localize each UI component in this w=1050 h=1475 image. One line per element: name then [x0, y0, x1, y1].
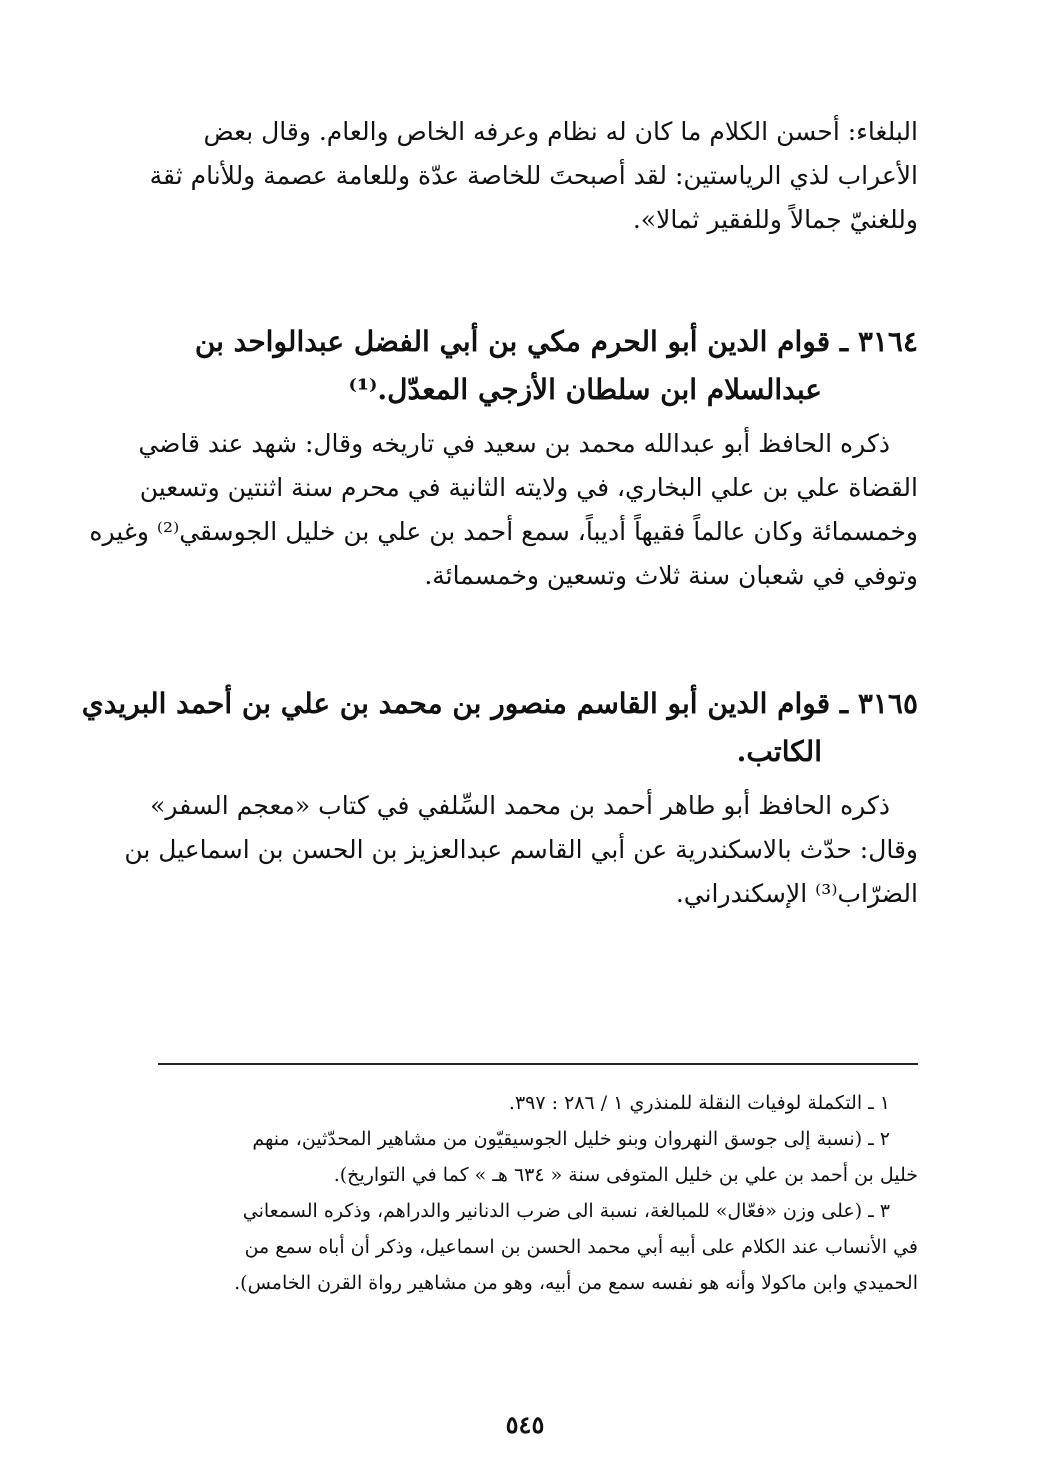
top-paragraph [149, 110, 918, 242]
footnote-separator [158, 1063, 918, 1065]
entry-3164-body [89, 422, 918, 598]
text-line: وللغنيّ جمالاً وللفقير ثمالا». [632, 205, 918, 234]
text-line: البلغاء: أحسن الكلام ما كان له نظام وعرفه الخاص والعام. وقال بعض [203, 117, 918, 146]
heading-line: ٣١٦٤ ـ قوام الدين أبو الحرم مكي بن أبي الفضل عبدالواحد بن [194, 325, 918, 358]
footnotes [158, 1085, 918, 1301]
page-number: ٥٤٥ [505, 1410, 545, 1439]
text-line: وقال: حدّث بالاسكندرية عن أبي القاسم عبدالعزيز بن الحسن بن اسماعيل بن [124, 835, 918, 864]
footnote-line: خليل بن أحمد بن علي بن خليل المتوفى سنة « ٦٣٤ هـ » كما في التواريخ). [333, 1164, 918, 1186]
text-line: الأعراب لذي الرياستين: لقد أصبحتَ للخاصة عدّة وللعامة عصمة وللأنام ثقة [149, 161, 918, 190]
footnote-line: ١ ـ التكملة لوفيات النقلة للمنذري ١ / ٢٨٦ : ٣٩٧. [508, 1092, 890, 1114]
footnote-line: في الأنساب عند الكلام على أبيه أبي محمد الحسن بن اسماعيل، وذكر أن أباه سمع من [244, 1236, 918, 1258]
text-line: وتوفي في شعبان سنة ثلاث وتسعين وخمسمائة. [424, 561, 918, 590]
entry-3165-body [124, 784, 918, 916]
text-line: القضاة علي بن علي البخاري، في ولايته الثانية في محرم سنة اثنتين وتسعين [139, 473, 918, 502]
footnote-line: ٢ ـ (نسبة إلى جوسق النهروان وبنو خليل الجوسيقيّون من مشاهير المحدّثين، منهم [252, 1128, 890, 1150]
heading-line: ٣١٦٥ ـ قوام الدين أبو القاسم منصور بن محمد بن علي بن أحمد البريدي [81, 687, 918, 720]
text-line: وخمسمائة وكان عالماً فقيهاً أديباً، سمع أحمد بن علي بن خليل الجوسقي⁽²⁾ وغيره [89, 517, 918, 546]
heading-line: عبدالسلام ابن سلطان الأزجي المعدّل.⁽¹⁾ [348, 373, 822, 406]
text-line: ذكره الحافظ أبو عبدالله محمد بن سعيد في تاريخه وقال: شهد عند قاضي [138, 429, 890, 458]
footnote-line: ٣ ـ (على وزن «فعّال» للمبالغة، نسبة الى ضرب الدنانير والدراهم، وذكره السمعاني [242, 1200, 890, 1222]
heading-line: الكاتب. [736, 735, 822, 768]
text-line: ذكره الحافظ أبو طاهر أحمد بن محمد السِّلفي في كتاب «معجم السفر» [150, 791, 890, 820]
text-line: الضرّاب⁽³⁾ الإسكندراني. [675, 879, 918, 908]
entry-3165-heading [81, 680, 918, 776]
entry-3164-heading [158, 318, 918, 414]
footnote-line: الحميدي وابن ماكولا وأنه هو نفسه سمع من أبيه، وهو من مشاهير رواة القرن الخامس). [234, 1272, 918, 1294]
